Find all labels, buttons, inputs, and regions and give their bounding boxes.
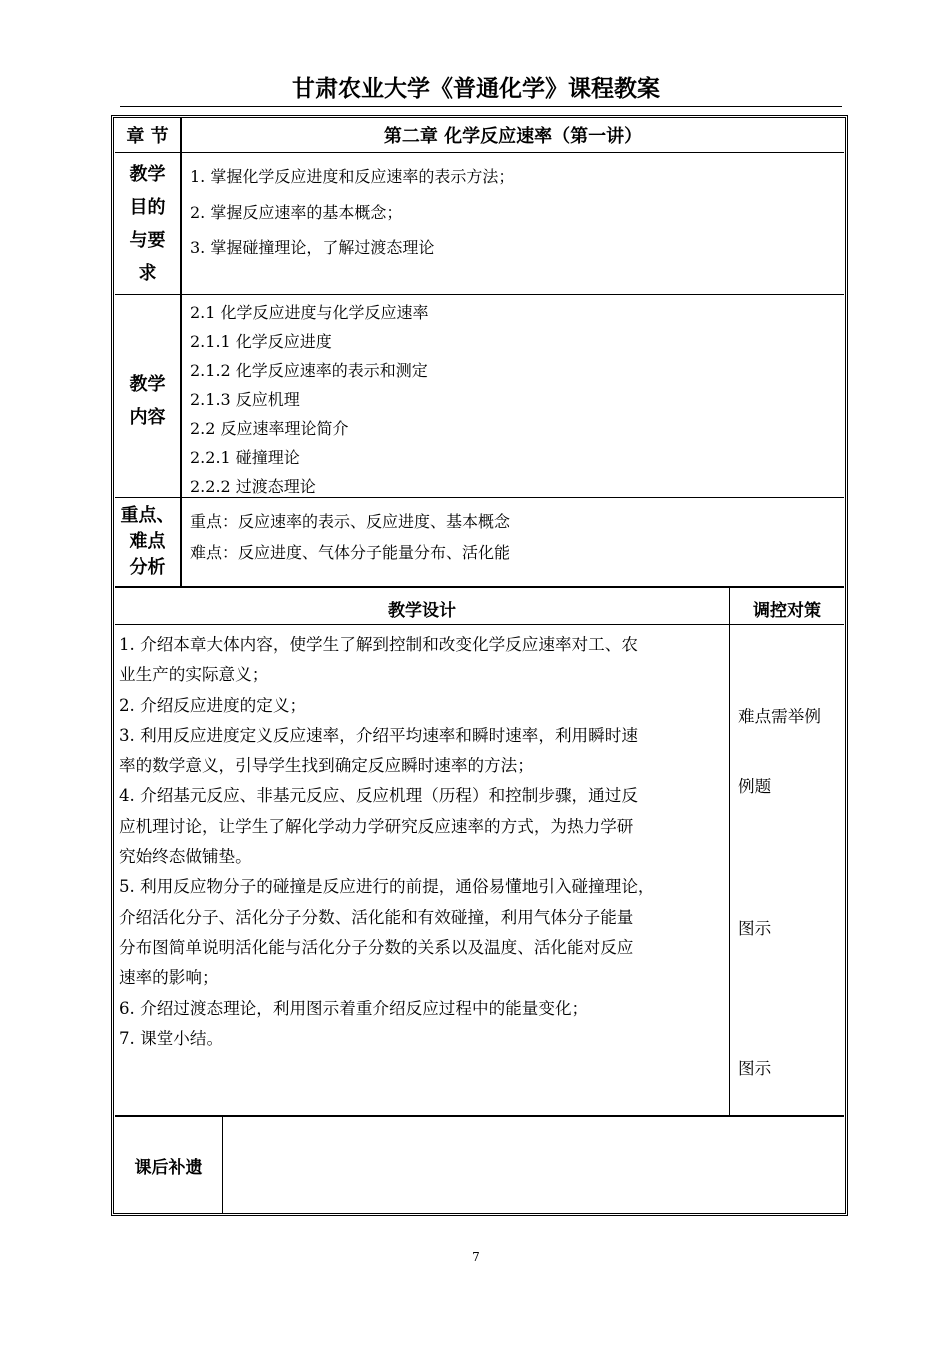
objectives-label-line: 与要: [129, 230, 166, 251]
row-divider: [115, 152, 844, 153]
design-line: 7. 课堂小结。: [119, 1028, 224, 1048]
content-item: 2.2.2 过渡态理论: [190, 477, 316, 496]
objectives-label: [115, 158, 180, 290]
design-line: 1. 介绍本章大体内容，使学生了解到控制和改变化学反应速率对工、农: [119, 635, 638, 654]
strategy-item: 例题: [738, 777, 772, 796]
design-line: 业生产的实际意义；: [119, 665, 269, 685]
page-title: 甘肃农业大学《普通化学》课程教案: [292, 76, 660, 102]
content-item: 2.1 化学反应进度与化学反应速率: [190, 303, 429, 322]
strategy-item: 图示: [738, 919, 772, 938]
column-divider: [222, 1115, 223, 1213]
key-points-label-line: 难点: [129, 531, 166, 552]
design-line: 究始终态做铺垫。: [119, 847, 252, 867]
content-label-line: 教学: [129, 374, 166, 395]
design-line: 速率的影响；: [119, 968, 219, 988]
key-points-label: [115, 503, 180, 581]
row-divider: [115, 294, 844, 295]
column-divider: [729, 586, 730, 1115]
content-item: 2.2 反应速率理论简介: [190, 419, 349, 438]
title-rule: [120, 106, 842, 107]
design-line: 分布图简单说明活化能与活化分子分数的关系以及温度、活化能对反应: [119, 937, 634, 957]
teaching-design-body: [119, 630, 725, 1054]
design-line: 2. 介绍反应进度的定义；: [119, 695, 307, 715]
supplement-label: 课后补遗: [134, 1158, 203, 1178]
design-line: 应机理讨论，让学生了解化学动力学研究反应速率的方式，为热力学研: [119, 816, 634, 836]
design-line: 6. 介绍过渡态理论，利用图示着重介绍反应过程中的能量变化；: [119, 998, 589, 1018]
chapter-label: 章 节: [126, 126, 169, 147]
key-point-item: 重点：反应速率的表示、反应进度、基本概念: [190, 512, 511, 531]
content-item: 2.2.1 碰撞理论: [190, 448, 300, 467]
content-item: 2.1.2 化学反应速率的表示和测定: [190, 361, 428, 380]
content-label: [115, 368, 180, 434]
objectives-label-line: 求: [138, 263, 157, 284]
page-number: 7: [472, 1250, 480, 1264]
content-item: 2.1.3 反应机理: [190, 390, 300, 409]
objectives-label-line: 目的: [129, 197, 166, 218]
content-label-line: 内容: [129, 407, 166, 428]
key-point-item: 难点：反应进度、气体分子能量分布、活化能: [190, 543, 511, 562]
key-points-label-line: 分析: [129, 557, 166, 578]
row-divider: [115, 1115, 844, 1117]
strategy-item: 图示: [738, 1059, 772, 1078]
design-line: 5. 利用反应物分子的碰撞是反应进行的前提，通俗易懂地引入碰撞理论，: [119, 877, 655, 897]
design-line: 4. 介绍基元反应、非基元反应、反应机理（历程）和控制步骤，通过反: [119, 786, 638, 806]
objective-item: 1. 掌握化学反应进度和反应速率的表示方法；: [190, 167, 515, 186]
chapter-title: 第二章 化学反应速率（第一讲）: [383, 126, 643, 147]
row-divider: [115, 586, 844, 588]
strategy-item: 难点需举例: [738, 707, 821, 726]
strategy-header: 调控对策: [753, 601, 821, 621]
row-divider: [115, 624, 844, 625]
design-line: 介绍活化分子、活化分子分数、活化能和有效碰撞，利用气体分子能量: [119, 907, 634, 927]
content-item: 2.1.1 化学反应进度: [190, 332, 332, 351]
objective-item: 3. 掌握碰撞理论，了解过渡态理论: [190, 238, 435, 257]
row-divider: [115, 497, 844, 498]
design-line: 3. 利用反应进度定义反应速率，介绍平均速率和瞬时速率，利用瞬时速: [119, 725, 638, 745]
objective-item: 2. 掌握反应速率的基本概念；: [190, 203, 403, 222]
key-points-label-line: 重点、: [120, 505, 175, 526]
objectives-label-line: 教学: [129, 164, 166, 185]
design-header: 教学设计: [388, 601, 456, 621]
design-line: 率的数学意义，引导学生找到确定反应瞬时速率的方法；: [119, 756, 534, 776]
column-divider: [180, 118, 182, 586]
